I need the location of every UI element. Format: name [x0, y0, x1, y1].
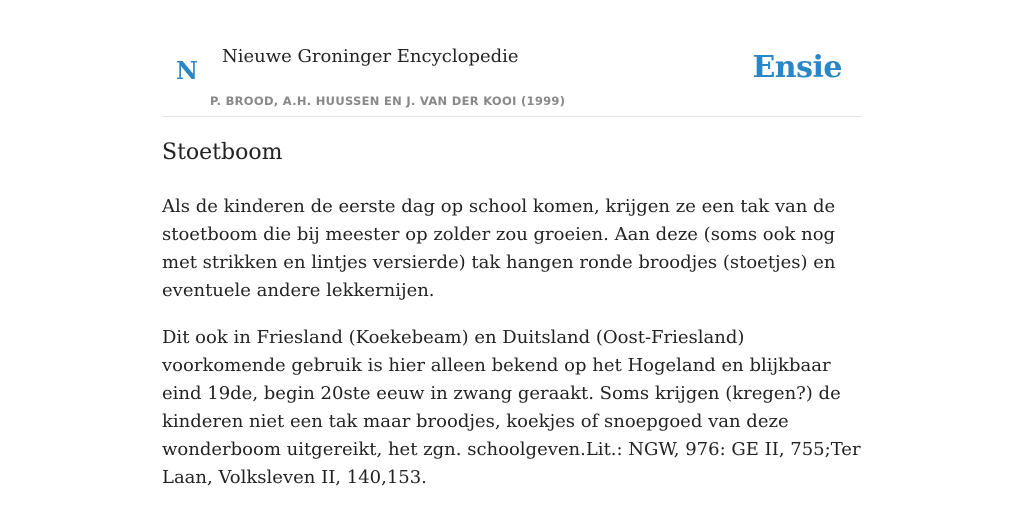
publication-title[interactable]: Nieuwe Groninger Encyclopedie	[222, 46, 519, 67]
publication-logo-icon[interactable]: N	[176, 56, 198, 85]
brand-logo[interactable]: Ensie	[752, 50, 842, 85]
article-body	[162, 193, 862, 511]
article-paragraph: Dit ook in Friesland (Koekebeam) en Duitsland (Oost-Friesland) voorkomende gebruik is hier alleen bekend op het Hogeland en blijkbaar eind 19de, begin 20ste eeuw in zwang geraakt. Soms krijgen (kregen?) de kinderen niet een tak maar broodjes, koekjes of snoepgoed van deze wonderboom uitgereikt, het zgn. schoolgeven.Lit.: NGW, 976: GE II, 755;Ter Laan, Volksleven II, 140,153.	[162, 327, 861, 488]
article-paragraph: Als de kinderen de eerste dag op school komen, krijgen ze een tak van de stoetboom die bij meester op zolder zou groeien. Aan deze (soms ook nog met strikken en lintjes versierde) tak hangen ronde broodjes (stoetjes) en eventuele andere lekkernijen.	[162, 196, 836, 301]
page-container	[162, 0, 862, 488]
header	[162, 0, 862, 117]
publication-authors: P. BROOD, A.H. HUUSSEN EN J. VAN DER KOOI (1999)	[210, 94, 566, 108]
article-title: Stoetboom	[162, 140, 283, 165]
